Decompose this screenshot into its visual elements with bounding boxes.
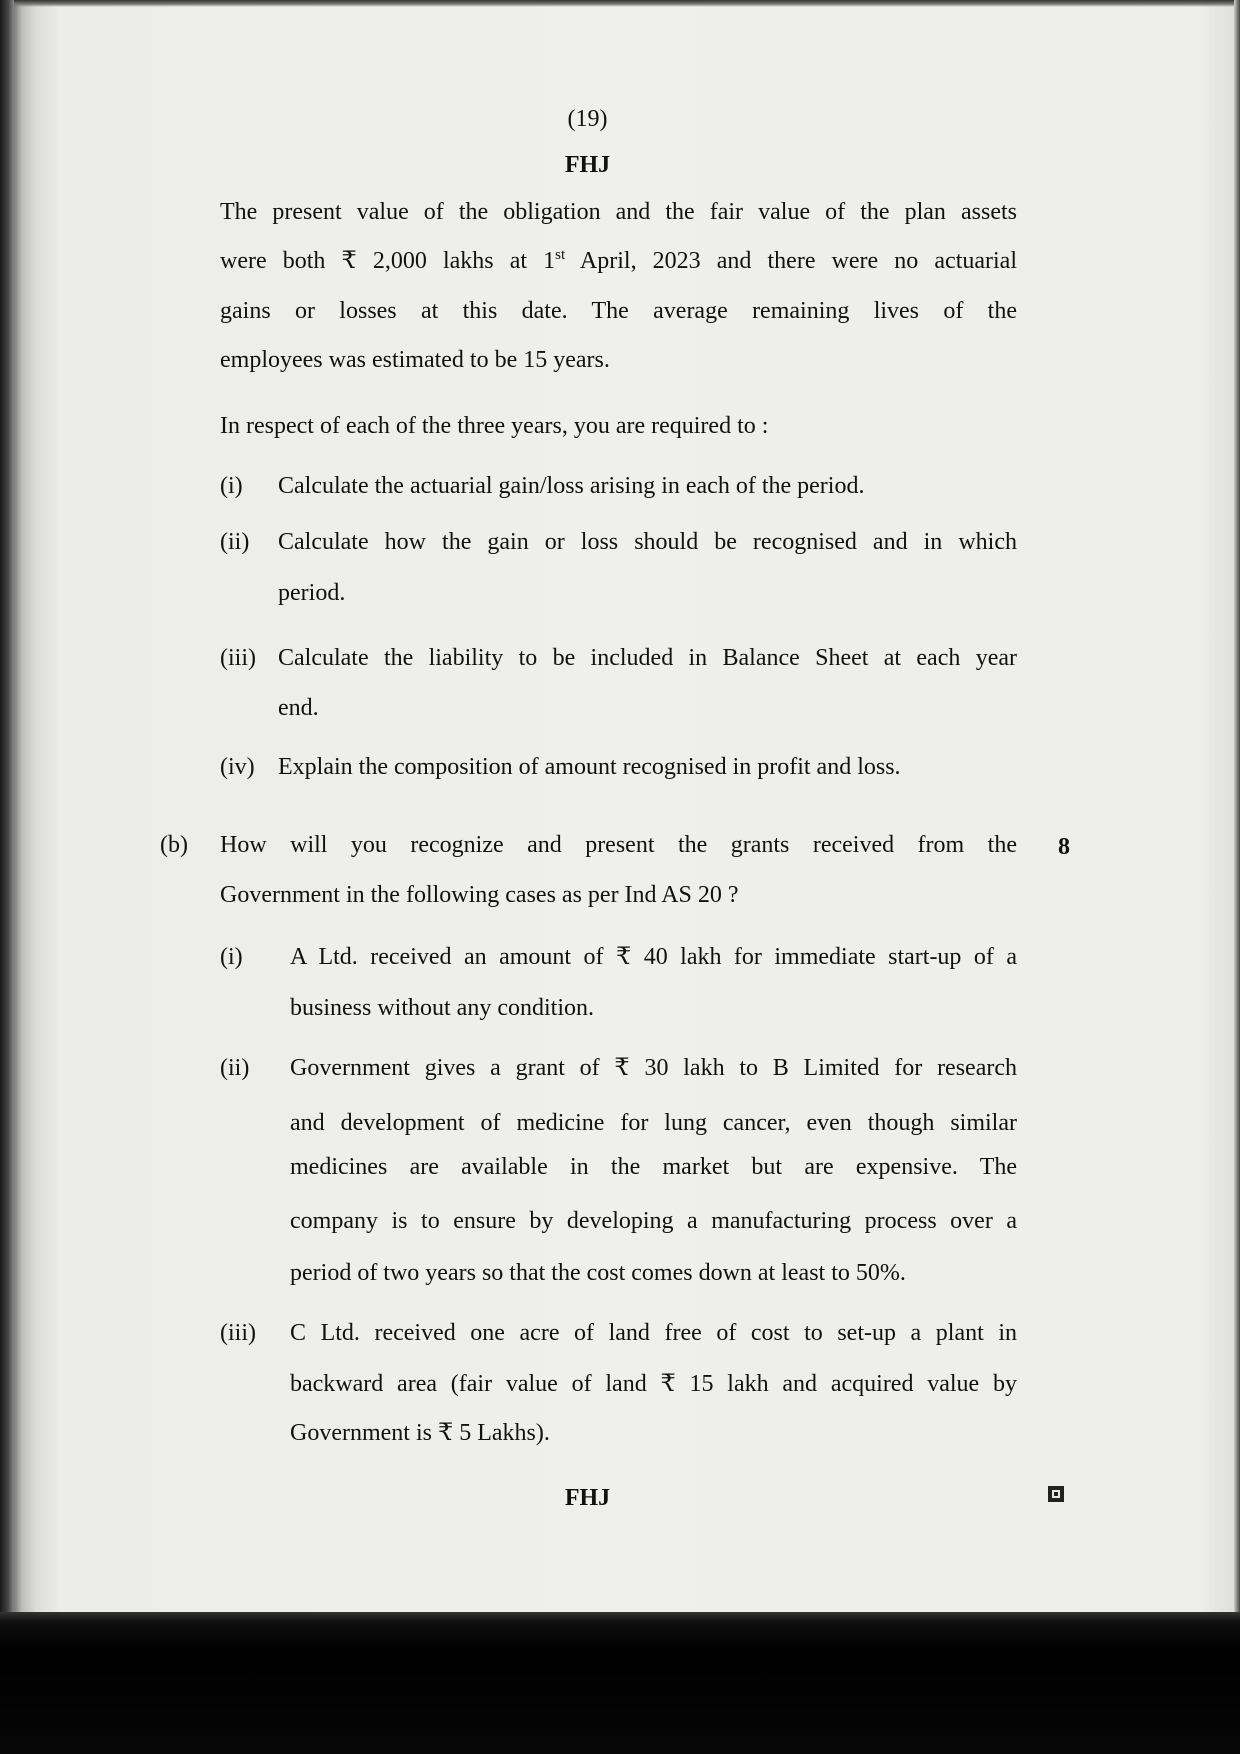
intro-line: The present value of the obligation and the fair value of the plan assets [220, 199, 1017, 225]
intro-line-head: were both ₹ 2,000 lakhs at 1 [220, 248, 556, 274]
intro-line: gains or losses at this date. The average remaining lives of the [220, 298, 1017, 324]
scan-top-edge [0, 0, 1240, 7]
task-number: (iii) [220, 645, 256, 671]
case-text: Government is ₹ 5 Lakhs). [290, 1420, 550, 1446]
case-number: (i) [220, 944, 243, 970]
task-text: Explain the composition of amount recognised in profit and loss. [278, 754, 901, 780]
case-text: Government gives a grant of ₹ 30 lakh to B Limited for research [290, 1055, 1017, 1081]
case-number: (ii) [220, 1055, 250, 1081]
marks-label: 8 [1058, 834, 1070, 860]
case-text: backward area (fair value of land ₹ 15 lakh and acquired value by [290, 1371, 1017, 1397]
task-text: end. [278, 695, 319, 721]
intro-line-tail: April, 2023 and there were no actuarial [565, 248, 1018, 274]
paper-code-header: FHJ [564, 152, 611, 178]
task-text: Calculate the liability to be included in Balance Sheet at each year [278, 645, 1017, 671]
part-b-question: How will you recognize and present the grants received from the [220, 832, 1017, 858]
case-text: and development of medicine for lung cancer, even though similar [290, 1110, 1017, 1136]
scan-right-edge [1234, 0, 1240, 1754]
intro-line: employees was estimated to be 15 years. [220, 347, 610, 373]
case-text: business without any condition. [290, 995, 594, 1021]
requirement-line: In respect of each of the three years, you are required to : [220, 413, 769, 439]
case-text: A Ltd. received an amount of ₹ 40 lakh for immediate start-up of a [290, 944, 1017, 970]
task-number: (iv) [220, 754, 255, 780]
task-text: Calculate the actuarial gain/loss arising in each of the period. [278, 473, 865, 499]
case-text: C Ltd. received one acre of land free of cost to set-up a plant in [290, 1320, 1017, 1346]
page-number: (19) [567, 106, 608, 132]
task-text: Calculate how the gain or loss should be recognised and in which [278, 529, 1017, 555]
corner-mark-icon [1048, 1486, 1064, 1502]
case-text: period of two years so that the cost comes down at least to 50%. [290, 1260, 906, 1286]
case-number: (iii) [220, 1320, 256, 1346]
task-text: period. [278, 580, 346, 606]
intro-line [220, 246, 1017, 276]
paper-code-footer: FHJ [564, 1485, 611, 1511]
case-text: medicines are available in the market but are expensive. The [290, 1154, 1017, 1180]
part-b-question: Government in the following cases as per Ind AS 20 ? [220, 882, 739, 908]
part-label: (b) [160, 832, 188, 858]
task-number: (ii) [220, 529, 250, 555]
scan-bottom-shadow [0, 1612, 1240, 1754]
ordinal-suffix: st [555, 247, 566, 263]
case-text: company is to ensure by developing a manufacturing process over a [290, 1208, 1017, 1234]
task-number: (i) [220, 473, 243, 499]
